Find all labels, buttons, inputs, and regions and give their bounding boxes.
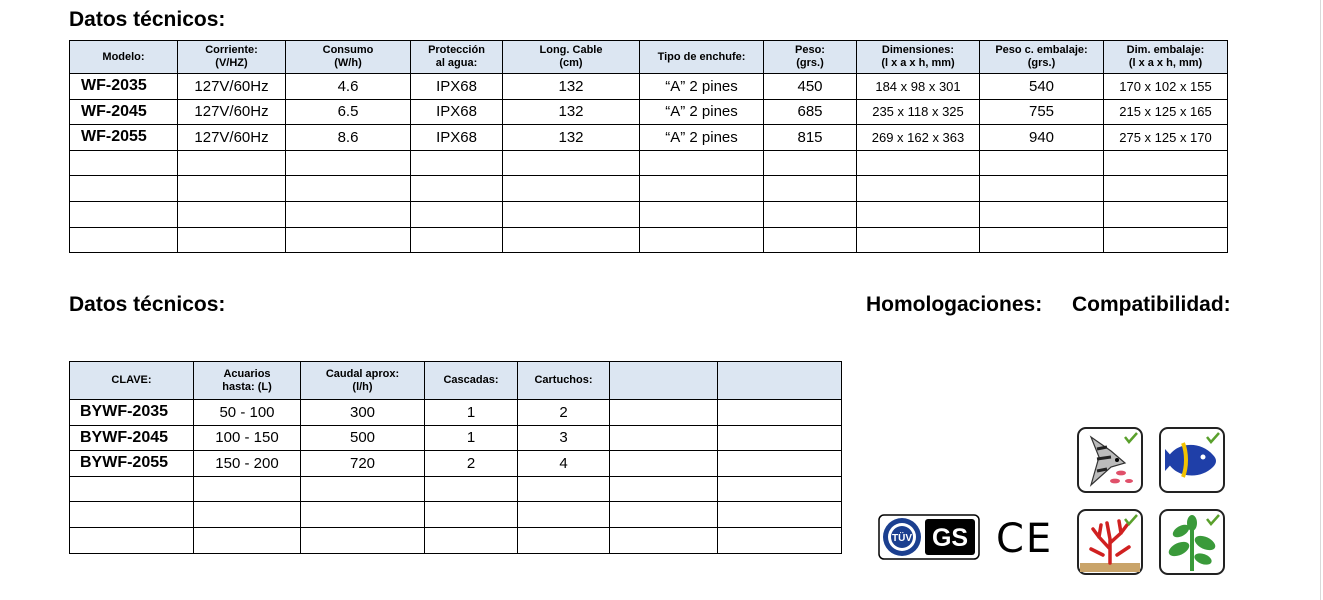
table1-empty-cell xyxy=(286,227,411,253)
table1-empty-cell xyxy=(980,176,1104,202)
table1-cell: WF-2035 xyxy=(70,74,178,100)
table1-cell: 127V/60Hz xyxy=(178,99,286,125)
table2-header-text: Cartuchos: xyxy=(534,374,593,386)
table2-cell xyxy=(610,451,718,477)
table1-empty-cell xyxy=(286,176,411,202)
table1-cell: IPX68 xyxy=(411,99,503,125)
table2-empty-cell xyxy=(425,476,518,502)
table1-empty-row xyxy=(70,176,1228,202)
table1-cell: 940 xyxy=(980,125,1104,151)
table1-empty-cell xyxy=(286,201,411,227)
table2-empty-cell xyxy=(70,476,194,502)
table1-empty-cell xyxy=(640,150,764,176)
table1-empty-cell xyxy=(70,227,178,253)
table2-empty-cell xyxy=(194,502,301,528)
table1-empty-row xyxy=(70,150,1228,176)
table1-cell: 8.6 xyxy=(286,125,411,151)
table1-cell: 450 xyxy=(764,74,857,100)
table1-cell: “A” 2 pines xyxy=(640,99,764,125)
table1-cell: WF-2055 xyxy=(70,125,178,151)
table1-cell: 540 xyxy=(980,74,1104,100)
table2-empty-cell xyxy=(610,527,718,553)
table2-row xyxy=(70,451,842,477)
table1-cell: 685 xyxy=(764,99,857,125)
table1-empty-cell xyxy=(857,227,980,253)
table1-empty-cell xyxy=(70,150,178,176)
table2-cell xyxy=(718,400,842,426)
table1-header-text: Consumo xyxy=(322,44,374,56)
table2-cell xyxy=(610,425,718,451)
table2-empty-cell xyxy=(718,502,842,528)
table1-empty-cell xyxy=(857,201,980,227)
compatibilidad-title: Compatibilidad: xyxy=(1072,293,1231,316)
table1-empty-cell xyxy=(411,227,503,253)
table1-empty-row xyxy=(70,201,1228,227)
table2-header-2 xyxy=(301,362,425,400)
table2-header-text: Cascadas: xyxy=(443,374,499,386)
table2-empty-cell xyxy=(518,527,610,553)
table1-empty-cell xyxy=(980,150,1104,176)
table1-header-5 xyxy=(640,41,764,74)
table2-header-text: CLAVE: xyxy=(111,374,152,386)
table1-header-text: Dim. embalaje: xyxy=(1126,44,1205,56)
table2-cell: 2 xyxy=(518,400,610,426)
tuv-text: TÜV xyxy=(892,533,912,544)
table2-empty-cell xyxy=(425,502,518,528)
section2-title: Datos técnicos: xyxy=(69,293,226,316)
coral-icon xyxy=(1077,509,1143,580)
table1-header-text: (l x a x h, mm) xyxy=(1128,57,1203,69)
table1-empty-cell xyxy=(857,150,980,176)
table1-empty-cell xyxy=(503,176,640,202)
table2-header-text: hasta: (L) xyxy=(222,380,272,393)
table2-cell: 720 xyxy=(301,451,425,477)
table2-header-4 xyxy=(518,362,610,400)
table2-header-1 xyxy=(194,362,301,400)
table1-header-text: (grs.) xyxy=(796,57,824,69)
table1-cell: 269 x 162 x 363 xyxy=(857,125,980,151)
table1-empty-cell xyxy=(178,201,286,227)
table1-header-text: Dimensiones: xyxy=(881,44,955,56)
table2-empty-cell xyxy=(301,527,425,553)
specs-table-1 xyxy=(69,40,1228,253)
tuv-gs-logo xyxy=(878,514,980,565)
table1-header-text: Corriente: xyxy=(205,44,258,56)
table2-cell: BYWF-2035 xyxy=(70,400,194,426)
table2-empty-cell xyxy=(70,502,194,528)
table2-header-text: (l/h) xyxy=(352,380,373,393)
table1-header-text: Peso c. embalaje: xyxy=(995,44,1088,56)
table2-cell: 500 xyxy=(301,425,425,451)
table1-header-text: Long. Cable xyxy=(539,44,603,56)
table1-row xyxy=(70,125,1228,151)
table1-cell: IPX68 xyxy=(411,74,503,100)
section1-title: Datos técnicos: xyxy=(69,8,226,31)
table1-empty-cell xyxy=(764,176,857,202)
ce-mark: CE xyxy=(996,516,1054,562)
table1-empty-cell xyxy=(503,227,640,253)
table1-cell: 215 x 125 x 165 xyxy=(1104,99,1228,125)
table1-cell: 132 xyxy=(503,125,640,151)
table2-empty-cell xyxy=(425,527,518,553)
table1-empty-cell xyxy=(1104,227,1228,253)
table1-header-8 xyxy=(980,41,1104,74)
table1-cell: “A” 2 pines xyxy=(640,74,764,100)
table2-cell xyxy=(610,400,718,426)
table2-empty-cell xyxy=(718,476,842,502)
table2-cell: 2 xyxy=(425,451,518,477)
table1-empty-cell xyxy=(411,150,503,176)
table2-cell xyxy=(718,451,842,477)
table1-header-7 xyxy=(857,41,980,74)
table1-header-text: Modelo: xyxy=(102,50,145,63)
table1-empty-cell xyxy=(764,227,857,253)
table2-cell: 3 xyxy=(518,425,610,451)
table2-cell: 150 - 200 xyxy=(194,451,301,477)
table2-header-3 xyxy=(425,362,518,400)
table2-empty-cell xyxy=(518,502,610,528)
table1-header-3 xyxy=(411,41,503,74)
table2-empty-cell xyxy=(301,476,425,502)
table1-empty-cell xyxy=(640,227,764,253)
table2-header-5 xyxy=(610,362,718,400)
gs-text: GS xyxy=(931,524,969,552)
table2-empty-cell xyxy=(718,527,842,553)
table1-empty-cell xyxy=(286,150,411,176)
table2-empty-row xyxy=(70,502,842,528)
table1-cell: 127V/60Hz xyxy=(178,74,286,100)
table2-empty-cell xyxy=(518,476,610,502)
table1-cell: 4.6 xyxy=(286,74,411,100)
table2-empty-row xyxy=(70,527,842,553)
table1-header-2 xyxy=(286,41,411,74)
homologaciones-title: Homologaciones: xyxy=(866,293,1043,316)
specs-table-2 xyxy=(69,361,842,554)
table2-row xyxy=(70,425,842,451)
table1-empty-cell xyxy=(640,201,764,227)
table1-empty-cell xyxy=(857,176,980,202)
table1-empty-cell xyxy=(764,201,857,227)
page-edge-line xyxy=(1320,0,1321,600)
table1-cell: 170 x 102 x 155 xyxy=(1104,74,1228,100)
table1-empty-cell xyxy=(1104,176,1228,202)
table1-cell: “A” 2 pines xyxy=(640,125,764,151)
table1-header-text: (V/HZ) xyxy=(215,57,248,69)
table2-cell: 300 xyxy=(301,400,425,426)
table2-cell: 1 xyxy=(425,425,518,451)
table1-cell: 184 x 98 x 301 xyxy=(857,74,980,100)
table1-empty-row xyxy=(70,227,1228,253)
table2-cell: 4 xyxy=(518,451,610,477)
table1-header-text: (W/h) xyxy=(334,57,362,69)
table1-row xyxy=(70,99,1228,125)
table2-empty-cell xyxy=(194,476,301,502)
table1-row xyxy=(70,74,1228,100)
marine-fish-icon xyxy=(1159,427,1225,498)
table2-cell: 100 - 150 xyxy=(194,425,301,451)
table2-empty-cell xyxy=(194,527,301,553)
tropical-fish-icon xyxy=(1077,427,1143,498)
table1-header-text: Tipo de enchufe: xyxy=(657,50,746,63)
table1-empty-cell xyxy=(1104,150,1228,176)
table1-cell: 235 x 118 x 325 xyxy=(857,99,980,125)
table1-empty-cell xyxy=(980,227,1104,253)
table1-header-4 xyxy=(503,41,640,74)
table1-empty-cell xyxy=(178,150,286,176)
table1-empty-cell xyxy=(178,176,286,202)
table1-cell: 815 xyxy=(764,125,857,151)
table1-header-text: Protección xyxy=(428,44,485,56)
table1-header-1 xyxy=(178,41,286,74)
table2-header-0 xyxy=(70,362,194,400)
table1-empty-cell xyxy=(411,176,503,202)
table2-cell: BYWF-2045 xyxy=(70,425,194,451)
table1-header-9 xyxy=(1104,41,1228,74)
table1-empty-cell xyxy=(178,227,286,253)
table1-empty-cell xyxy=(503,201,640,227)
table1-empty-cell xyxy=(70,201,178,227)
table2-header-text: Acuarios xyxy=(223,367,271,380)
table1-cell: 755 xyxy=(980,99,1104,125)
table1-header-text: al agua: xyxy=(435,57,478,69)
table2-cell xyxy=(718,425,842,451)
table1-empty-cell xyxy=(70,176,178,202)
table2-empty-cell xyxy=(610,476,718,502)
table1-cell: 132 xyxy=(503,74,640,100)
table2-empty-cell xyxy=(301,502,425,528)
table2-empty-row xyxy=(70,476,842,502)
table1-empty-cell xyxy=(1104,201,1228,227)
table1-empty-cell xyxy=(980,201,1104,227)
table2-cell: BYWF-2055 xyxy=(70,451,194,477)
table1-empty-cell xyxy=(411,201,503,227)
table1-header-text: (grs.) xyxy=(1027,57,1056,69)
table1-cell: 275 x 125 x 170 xyxy=(1104,125,1228,151)
table1-cell: IPX68 xyxy=(411,125,503,151)
table2-empty-cell xyxy=(610,502,718,528)
table1-header-text: (l x a x h, mm) xyxy=(881,57,955,69)
table1-empty-cell xyxy=(764,150,857,176)
table1-header-0 xyxy=(70,41,178,74)
table2-row xyxy=(70,400,842,426)
table1-header-text: (cm) xyxy=(559,57,583,69)
table1-empty-cell xyxy=(503,150,640,176)
table2-empty-cell xyxy=(70,527,194,553)
table2-cell: 50 - 100 xyxy=(194,400,301,426)
table1-cell: 127V/60Hz xyxy=(178,125,286,151)
table1-cell: 132 xyxy=(503,99,640,125)
table1-cell: WF-2045 xyxy=(70,99,178,125)
plant-icon xyxy=(1159,509,1225,580)
table2-header-text: Caudal aprox: xyxy=(325,367,400,380)
table1-header-6 xyxy=(764,41,857,74)
table1-empty-cell xyxy=(640,176,764,202)
table1-cell: 6.5 xyxy=(286,99,411,125)
table2-header-6 xyxy=(718,362,842,400)
table1-header-text: Peso: xyxy=(795,44,825,56)
table2-cell: 1 xyxy=(425,400,518,426)
